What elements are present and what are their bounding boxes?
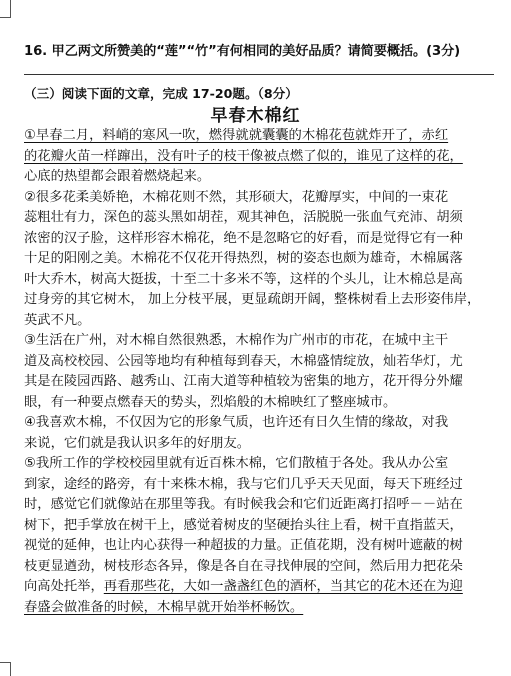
article-line-text: 过身旁的其它树木， 加上分枝平展，更显疏朗开阔，整株树看上去形姿伟岸， — [24, 292, 481, 307]
article-line — [24, 147, 494, 168]
article-line-text: 向高处托举， — [24, 579, 104, 594]
article-line — [24, 516, 494, 537]
article-line — [24, 270, 494, 291]
article-line — [24, 413, 494, 434]
crop-mark-bottom-left-horizontal — [0, 662, 11, 663]
article-line — [24, 475, 494, 496]
article-body — [24, 126, 494, 618]
article-line — [24, 352, 494, 373]
article-line-text: ②很多花柔美娇艳，木棉花则不然，其形硕大，花瓣厚实，中间的一束花 — [24, 189, 449, 205]
crop-mark-bottom-left-vertical — [10, 662, 11, 676]
article-line-text: 视觉的延伸，也让内心获得一种超拔的力量。正值花期，没有树叶遮蔽的树 — [24, 538, 463, 553]
article-line-text: ⑤我所工作的学校校园里就有近百株木棉，它们散植于各处。我从办公室 — [24, 456, 449, 471]
article-line-text: 英武不凡。 — [24, 312, 91, 328]
article-line-underlined-text: 春盛会做准备的时候，木棉早就开始举杯畅饮。 — [24, 599, 304, 615]
article-line-underlined-text: 的花瓣火苗一样蹿出，没有叶子的枝干像被点燃了似的，谁见了这样的花， — [24, 148, 463, 164]
article-line-text: 到家，途经的路旁，有十来株木棉，我与它们几乎天天见面，每天下班经过 — [24, 476, 463, 492]
article-line — [24, 495, 494, 516]
article-line-text: 十足的阳刚之美。木棉花不仅花开得热烈，树的姿态也颇为雄奇，木棉属落 — [24, 251, 463, 266]
section-divider — [24, 74, 494, 75]
article-line — [24, 372, 494, 393]
article-line — [24, 331, 494, 352]
question-16: 16. 甲乙两文所赞美的“莲”“竹”有何相同的美好品质？请简要概括。(3分) — [24, 44, 461, 59]
article-line-text: ④我喜欢木棉，不仅因为它的形象气质，也许还有日久生情的缘故，对我 — [24, 415, 449, 430]
article-line — [24, 208, 494, 229]
article-line-text: 树下，把手掌放在树干上，感觉着树皮的坚硬抬头往上看，树干直指蓝天， — [24, 517, 463, 533]
section-heading: （三）阅读下面的文章，完成 17-20题。（8分） — [24, 86, 298, 101]
article-line-text: 浓密的汉子脸，这样形容木棉花，绝不是忽略它的好看，而是觉得它有一种 — [24, 230, 463, 246]
article-line — [24, 290, 494, 311]
article-line-underlined-text: ①早春二月，料峭的寒风一吹，燃得就就囊囊的木棉花苞就炸开了，赤红 — [24, 128, 449, 143]
article-line-text: 道及高校校园、公园等地均有种植每到春天，木棉盛情绽放，灿若华灯，尤 — [24, 353, 463, 369]
article-line-text: 时，感觉它们就像站在那里等我。有时候我会和它们近距离打招呼－－站在 — [24, 497, 463, 512]
article-line — [24, 229, 494, 250]
article-line — [24, 393, 494, 414]
article-line-text: 来说，它们就是我认识多年的好朋友。 — [24, 435, 251, 451]
article-line-text: 枝更显遒劲，树枝形态各异，像是各自在寻找伸展的空间，然后用力把花朵 — [24, 558, 463, 574]
article-line-text: 心底的热望都会跟着燃烧起来。 — [24, 169, 211, 184]
article-line-text: 叶大乔木，树高大挺拔，十至二十多米不等，这样的个头儿，让木棉总是高 — [24, 271, 463, 287]
article-line — [24, 249, 494, 270]
article-line — [24, 311, 494, 332]
article-line — [24, 434, 494, 455]
article-line — [24, 598, 494, 619]
article-line — [24, 536, 494, 557]
article-line-text: ③生活在广州，对木棉自然很熟悉，木棉作为广州市的市花，在城中主干 — [24, 333, 449, 348]
crop-mark-top-left-horizontal — [0, 17, 11, 18]
article-line-text: 眼，有一种要点燃春天的势头，烈焰般的木棉映红了整座城市。 — [24, 394, 397, 410]
crop-mark-top-left-vertical — [10, 0, 11, 18]
article-line — [24, 577, 494, 598]
article-line — [24, 557, 494, 578]
article-line — [24, 167, 494, 188]
article-title: 早春木棉红 — [210, 106, 301, 126]
article-line — [24, 126, 494, 147]
article-line-text: 其是在陵园西路、越秀山、江南大道等种植较为密集的地方，花开得分外耀 — [24, 374, 463, 389]
article-line-text: 蕊粗壮有力，深色的蕊头黑如胡茬，观其神色，活脱脱一张血气充沛、胡须 — [24, 210, 463, 225]
article-line-underlined-text: 再看那些花，大如一盏盏红色的酒杯，当其它的花木还在为迎 — [103, 579, 463, 594]
article-line — [24, 454, 494, 475]
article-line — [24, 188, 494, 209]
